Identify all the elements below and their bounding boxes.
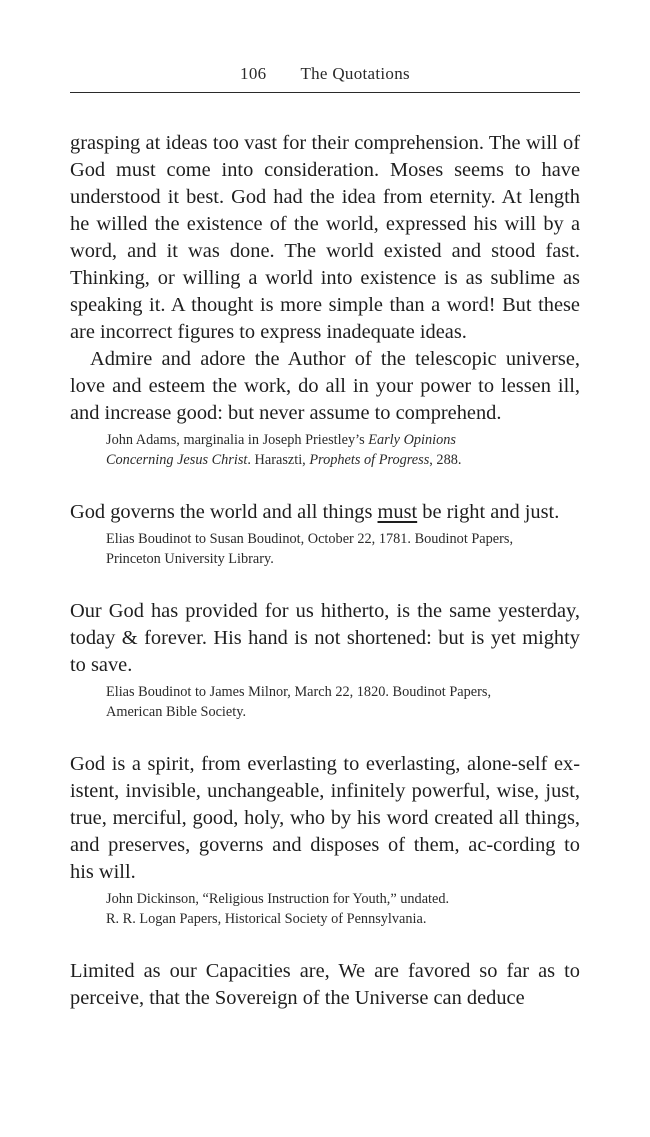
citation (106, 430, 580, 470)
citation-text: , 288. (429, 452, 462, 468)
citation (106, 529, 580, 569)
citation-text: . Haraszti, (247, 452, 310, 468)
page-number: 106 (240, 64, 267, 83)
citation-line: American Bible Society. (106, 704, 247, 720)
quote-paragraph: Limited as our Capacities are, We are favored so far as to perceive, that the Sovereign of the Universe can deduce (70, 960, 580, 1009)
citation-line: Princeton University Library. (106, 551, 274, 567)
citation-work-title: Concerning Jesus Christ (106, 452, 248, 468)
quote-paragraph: grasping at ideas too vast for their comprehension. The will of God must come into consideration. Moses seems to have understood it best. God had the idea from eternity. At length he willed the existence of the world, expressed his will by a word, and it was done. The world existed and stood fast. Thinking, or willing a world into existence is as sublime as speaking it. A thought is more simple than a word! But these are incorrect figures to express inadequate ideas. (70, 132, 580, 343)
citation (106, 889, 580, 929)
quotation-entry (70, 751, 580, 929)
citation-book-title: Prophets of Progress (309, 452, 430, 468)
entry-spacer (70, 470, 580, 499)
citation-line: John Dickinson, “Religious Instruction for Youth,” undated. (106, 891, 450, 907)
quotation-entry (70, 598, 580, 722)
quotation-entry (70, 499, 580, 569)
page-body (70, 130, 580, 1012)
quote-paragraph: Admire and adore the Author of the telescopic universe, love and esteem the work, do all in your power to lessen ill, and increase good: but never assume to comprehend. (70, 348, 580, 424)
quote-paragraph (70, 499, 580, 526)
citation-line: R. R. Logan Papers, Historical Society of Pennsylvania. (106, 911, 427, 927)
citation-line: Elias Boudinot to James Milnor, March 22, 1820. Boudinot Papers, (106, 684, 492, 700)
citation-text: John Adams, marginalia in Joseph Priestley’s (106, 432, 369, 448)
section-title: The Quotations (300, 64, 410, 83)
quote-paragraph: Our God has provided for us hitherto, is the same yesterday, today & forever. His hand is not shortened: but is yet mighty to save. (70, 600, 580, 676)
citation (106, 682, 580, 722)
running-head (70, 64, 580, 93)
citation-work-title: Early Opinions (368, 432, 456, 448)
quotation-entry (70, 958, 580, 1012)
quote-text: God governs the world and all things (70, 501, 378, 523)
entry-spacer (70, 929, 580, 958)
quotation-entry (70, 130, 580, 470)
quote-emphasis: must (377, 501, 418, 523)
entry-spacer (70, 569, 580, 598)
quote-paragraph: God is a spirit, from everlasting to everlasting, alone-self ex-istent, invisible, unchangeable, infinitely powerful, wise, just, true, merciful, good, holy, who by his word created all things, and preserves, governs and disposes of them, ac-cording to his will. (70, 753, 580, 883)
citation-line: Elias Boudinot to Susan Boudinot, October 22, 1781. Boudinot Papers, (106, 531, 514, 547)
quote-text: be right and just. (417, 501, 560, 523)
entry-spacer (70, 722, 580, 751)
book-page (70, 0, 580, 1012)
